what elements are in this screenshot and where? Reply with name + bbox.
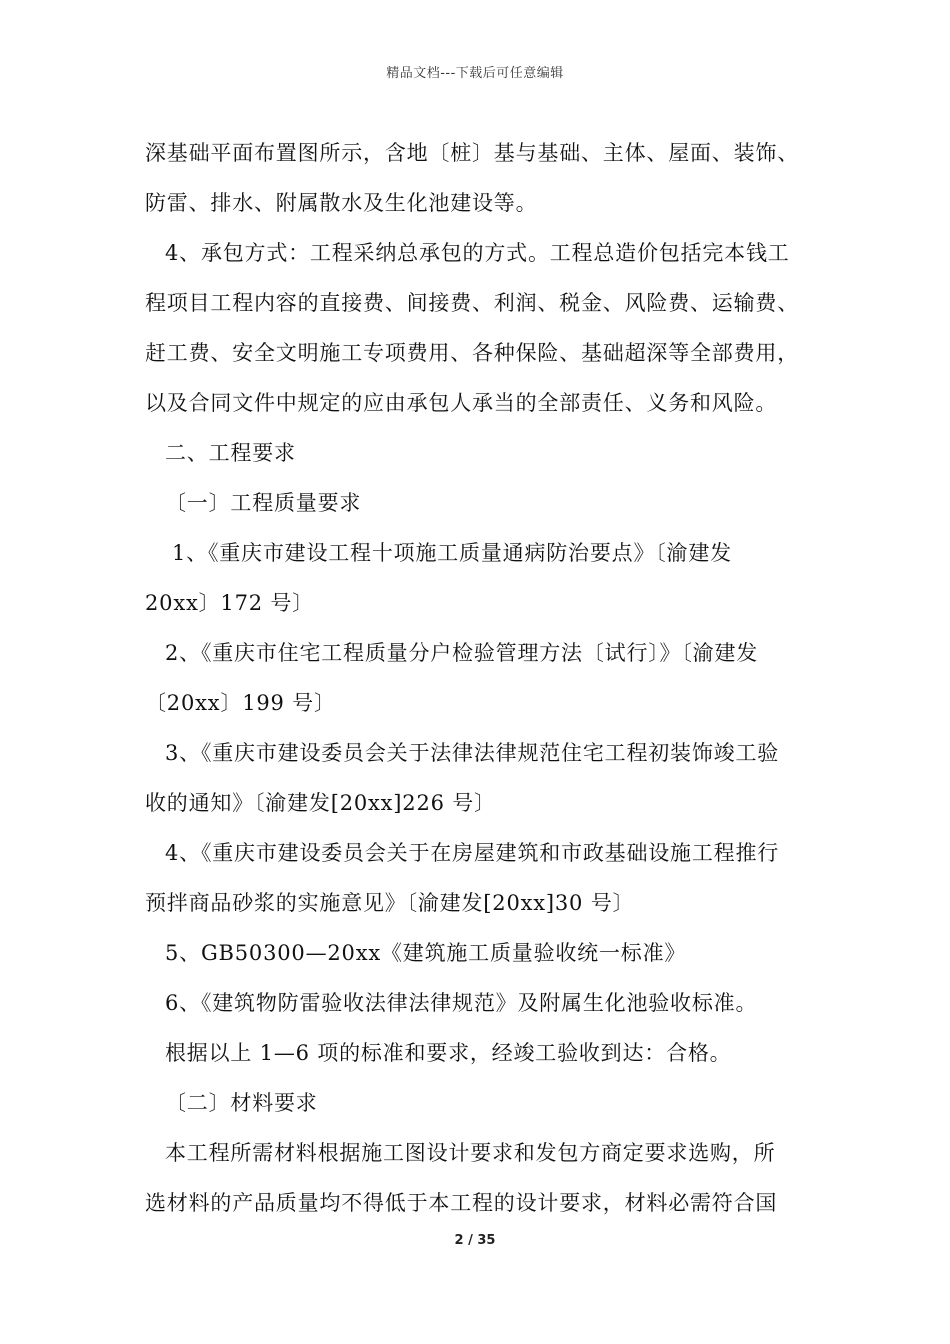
body-line: 深基础平面布置图所示，含地〔桩〕基与基础、主体、屋面、装饰、 bbox=[145, 141, 799, 165]
body-line: 20xx〕172 号〕 bbox=[145, 591, 314, 615]
body-line: 1、《重庆市建设工程十项施工质量通病防治要点》〔渝建发 bbox=[172, 541, 732, 565]
subsection-heading: 〔一〕工程质量要求 bbox=[165, 491, 362, 515]
body-line: 5、GB50300—20xx《建筑施工质量验收统一标准》 bbox=[165, 941, 687, 965]
subsection-heading: 〔二〕材料要求 bbox=[165, 1091, 318, 1115]
page-number: 2 / 35 bbox=[454, 1233, 496, 1248]
document-body bbox=[145, 128, 825, 1228]
page-header: 精品文档---下载后可任意编辑 bbox=[386, 66, 564, 81]
section-heading: 二、工程要求 bbox=[165, 441, 296, 465]
body-line: 程项目工程内容的直接费、间接费、利润、税金、风险费、运输费、 bbox=[145, 291, 799, 315]
body-line: 6、《建筑物防雷验收法律法律规范》及附属生化池验收标准。 bbox=[165, 991, 758, 1015]
body-line: 预拌商品砂浆的实施意见》〔渝建发[20xx]30 号〕 bbox=[145, 891, 635, 915]
body-line: 3、《重庆市建设委员会关于法律法律规范住宅工程初装饰竣工验 bbox=[165, 741, 780, 765]
body-line: 赶工费、安全文明施工专项费用、各种保险、基础超深等全部费用， bbox=[145, 341, 799, 365]
body-line: 以及合同文件中规定的应由承包人承当的全部责任、义务和风险。 bbox=[145, 391, 778, 415]
body-line: 4、《重庆市建设委员会关于在房屋建筑和市政基础设施工程推行 bbox=[165, 841, 780, 865]
body-line: 2、《重庆市住宅工程质量分户检验管理方法〔试行〕》〔渝建发 bbox=[165, 641, 759, 665]
body-line: 4、承包方式：工程采纳总承包的方式。工程总造价包括完本钱工 bbox=[165, 241, 790, 265]
body-line: 收的通知》〔渝建发[20xx]226 号〕 bbox=[145, 791, 496, 815]
body-line: 防雷、排水、附属散水及生化池建设等。 bbox=[145, 191, 538, 215]
body-line: 选材料的产品质量均不得低于本工程的设计要求，材料必需符合国 bbox=[145, 1191, 778, 1215]
body-line: 本工程所需材料根据施工图设计要求和发包方商定要求选购，所 bbox=[165, 1141, 776, 1165]
body-line: 根据以上 1—6 项的标准和要求，经竣工验收到达：合格。 bbox=[165, 1041, 732, 1065]
body-line: 〔20xx〕199 号〕 bbox=[145, 691, 336, 715]
